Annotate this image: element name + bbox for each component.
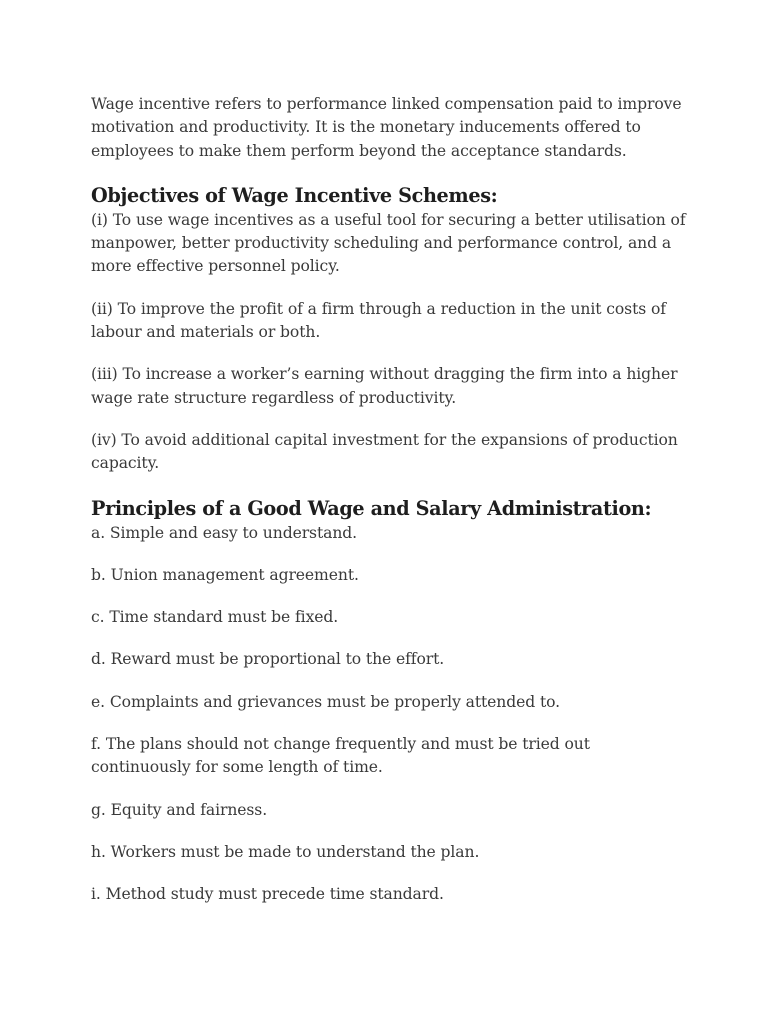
principle-item: a. Simple and easy to understand. (91, 523, 358, 542)
objectives-heading: Objectives of Wage Incentive Schemes: (91, 183, 498, 207)
objective-item: (iv) To avoid additional capital investment for the expansions of production capacity. (91, 430, 678, 473)
principle-item: e. Complaints and grievances must be properly attended to. (91, 692, 561, 711)
principle-item: h. Workers must be made to understand the plan. (91, 842, 480, 861)
principles-heading: Principles of a Good Wage and Salary Administration: (91, 496, 652, 520)
principle-item: d. Reward must be proportional to the effort. (91, 650, 445, 669)
objective-item: (ii) To improve the profit of a firm through a reduction in the unit costs of labour and materials or both. (91, 299, 666, 342)
principle-item: i. Method study must precede time standard. (91, 885, 444, 904)
objective-item: (i) To use wage incentives as a useful tool for securing a better utilisation of manpower, better productivity scheduling and performance control, and a more effective personnel policy. (91, 210, 686, 276)
document-body (91, 93, 691, 926)
principle-item: b. Union management agreement. (91, 565, 359, 584)
intro-paragraph: Wage incentive refers to performance linked compensation paid to improve motivation and productivity. It is the monetary inducements offered to employees to make them perform beyond the acceptance standards. (91, 95, 682, 160)
principle-item: f. The plans should not change frequently and must be tried out continuously for some length of time. (91, 735, 590, 777)
objective-item: (iii) To increase a worker’s earning without dragging the firm into a higher wage rate structure regardless of productivity. (91, 365, 678, 407)
principle-item: c. Time standard must be fixed. (91, 608, 339, 627)
principle-item: g. Equity and fairness. (91, 800, 268, 819)
